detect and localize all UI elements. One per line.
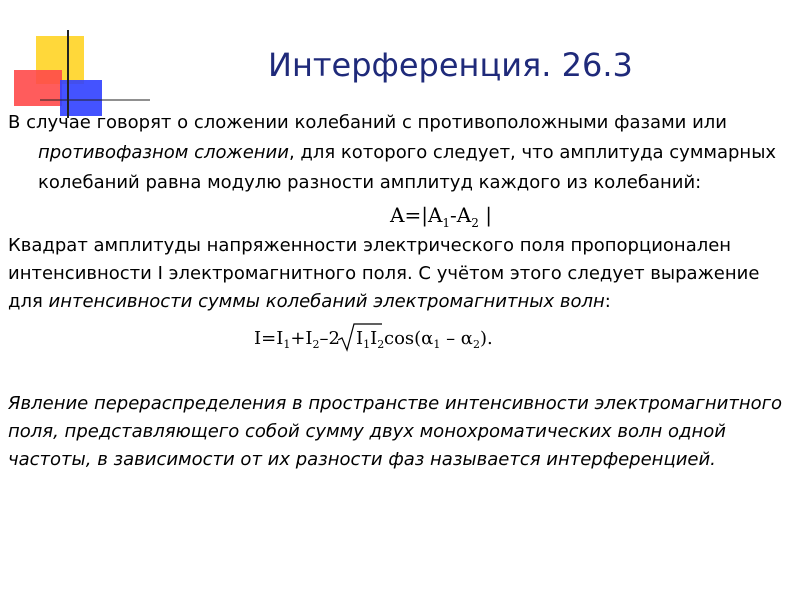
paragraph-antiphase <box>8 108 794 198</box>
slide-content <box>8 108 794 474</box>
paragraph2-italic-term: интенсивности суммы колебаний электромагнитных волн <box>48 291 605 312</box>
logo-red-square <box>14 70 62 106</box>
formula1-end: | <box>478 203 492 227</box>
intensity-formula <box>8 316 794 390</box>
formula1-sub2: 2 <box>471 216 479 230</box>
paragraph2-text-start: Квадрат амплитуды напряженности электрического поля пропорционален интенсивности I электромагнитного поля. С учётом этого следует выражение для <box>8 235 760 312</box>
logo-squares-icon <box>0 0 160 120</box>
formula1-sub1: 1 <box>442 216 451 230</box>
formula2-cos: $\cos(\alpha_1 - \alpha_2)$. <box>384 328 493 351</box>
intensity-formula-svg <box>254 320 514 356</box>
formula2-root-content: $I_1I_2$ <box>356 328 385 351</box>
amplitude-formula <box>8 198 794 232</box>
formula2-lhs: $I=I_1+I_2-2$ <box>254 328 340 351</box>
paragraph1-text-end: , для которого следует, что амплитуда суммарных колебаний равна модулю разности амплитуд каждого из колебаний: <box>38 142 777 193</box>
paragraph2-text-end: : <box>604 291 611 312</box>
paragraph-intensity <box>8 232 794 316</box>
formula1-mid: -A <box>450 203 472 227</box>
paragraph1-italic-term: противофазном сложении <box>38 142 289 163</box>
formula1-lhs: A=|A <box>390 203 443 227</box>
decorative-logo <box>0 0 160 120</box>
page-title: Интерференция. 26.3 <box>268 46 633 84</box>
paragraph-definition: Явление перераспределения в пространстве интенсивности электромагнитного поля, представляющего собой сумму двух монохроматических волн одной частоты, в зависимости от их разности фаз называется интерференцией. <box>8 393 783 470</box>
paragraph1-text-start: В случае говорят о сложении колебаний с противоположными фазами или <box>8 112 727 133</box>
